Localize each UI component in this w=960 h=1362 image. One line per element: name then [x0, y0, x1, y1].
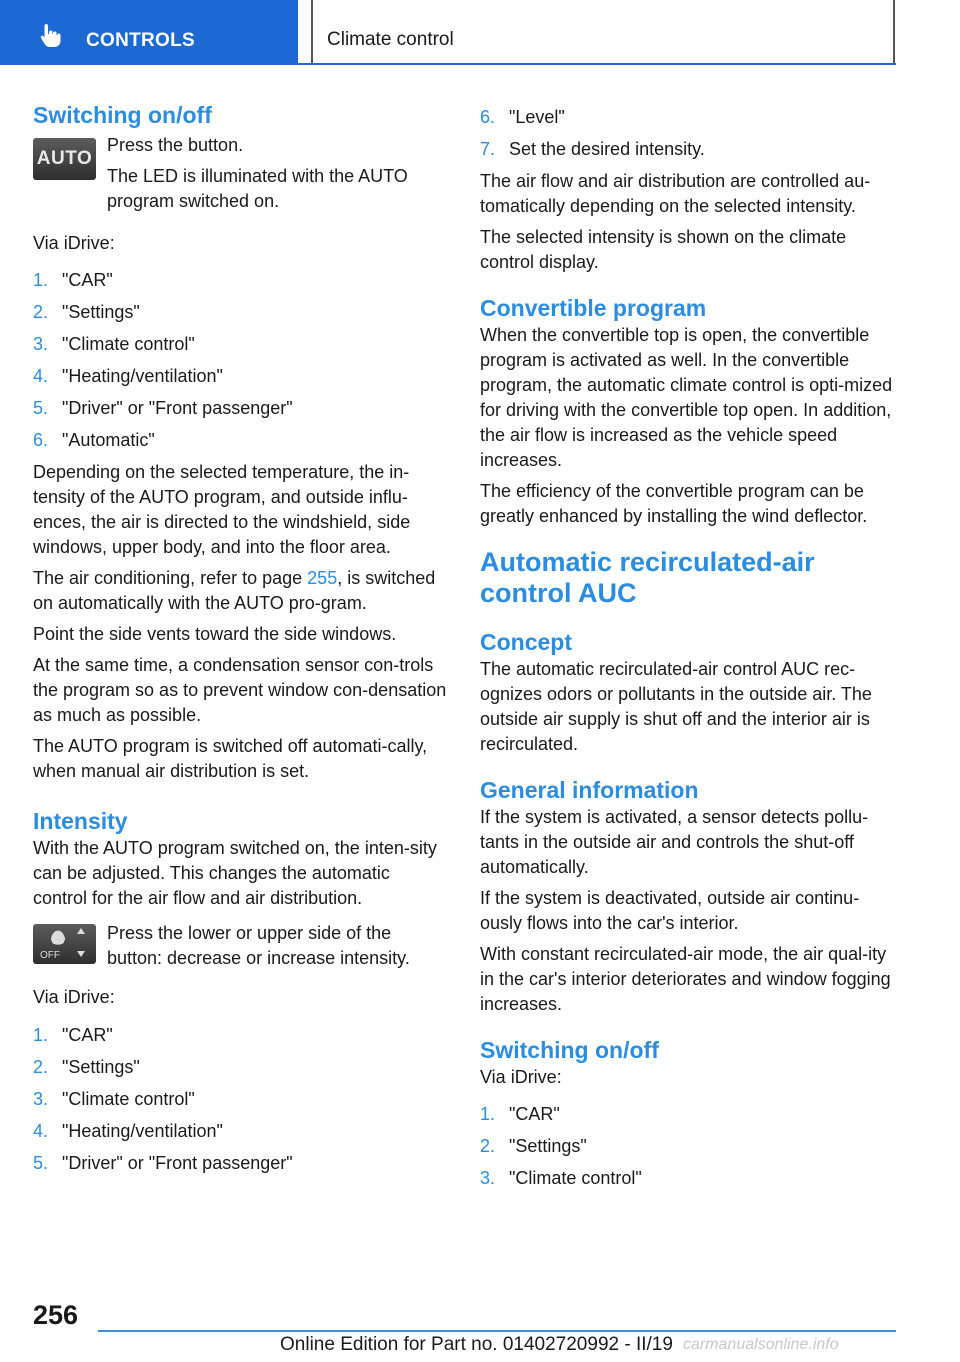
paragraph: The efficiency of the convertible program can be greatly enhanced by installing the wind deflector.: [480, 481, 868, 526]
heading-switching-on-off-2: Switching on/off: [480, 1037, 659, 1063]
heading-auc-line1: Automatic recirculated-air: [480, 547, 815, 577]
paragraph: With constant recirculated-air mode, the air qual-ity in the car's interior deteriorates and window fogging increases.: [480, 944, 891, 1014]
list-item-text: "Climate control": [62, 334, 195, 354]
fan-icon: [33, 924, 96, 964]
list-item-text: "Climate control": [509, 1168, 642, 1188]
paragraph: Press the lower or upper side of the button: decrease or increase intensity.: [107, 923, 410, 968]
watermark-logo: carmanualsonline.info: [683, 1336, 839, 1353]
paragraph: The selected intensity is shown on the climate control display.: [480, 227, 847, 272]
step-list: [480, 105, 898, 163]
via-idrive: Via iDrive:: [33, 987, 115, 1007]
page-number: 256: [33, 1300, 79, 1330]
step-list: [33, 1023, 447, 1183]
list-item-text: "CAR": [509, 1104, 560, 1124]
list-item-text: "CAR": [62, 1025, 113, 1045]
footer-rule: [98, 1330, 896, 1332]
list-item: 1. "CAR": [33, 1025, 113, 1045]
right-column: [480, 105, 898, 1204]
paragraph: If the system is activated, a sensor detects pollu-tants in the outside air and controls the shut-off automatically.: [480, 807, 869, 877]
list-item: 5. "Driver" or "Front passenger": [33, 398, 293, 418]
via-idrive: Via iDrive:: [480, 1067, 562, 1087]
fan-button-image: [33, 924, 96, 964]
paragraph: Point the side vents toward the side windows.: [33, 624, 397, 644]
list-item: 1. "CAR": [33, 270, 113, 290]
list-item-text: Set the desired intensity.: [509, 139, 705, 159]
paragraph: Press the button.: [107, 135, 244, 155]
left-column: [33, 100, 447, 1189]
heading-auc: [480, 547, 898, 609]
heading-general-information: General information: [480, 777, 699, 803]
list-item-text: "Climate control": [62, 1089, 195, 1109]
list-item-text: "Heating/ventilation": [62, 1121, 223, 1141]
heading-convertible-program: Convertible program: [480, 295, 707, 321]
up-arrow-icon: [77, 928, 85, 934]
list-item: 3. "Climate control": [480, 1168, 642, 1188]
paragraph: The air flow and air distribution are controlled au-tomatically depending on the selected intensity.: [480, 171, 871, 216]
list-item-text: "Driver" or "Front passenger": [62, 398, 293, 418]
paragraph-text: , is switched on automatically with the AUTO pro-gram.: [33, 568, 436, 613]
paragraph-text: The LED is illuminated with the AUTO program switched on.: [107, 166, 408, 211]
list-item: 5. "Driver" or "Front passenger": [33, 1153, 293, 1173]
list-item-text: "Level": [509, 107, 565, 127]
heading-concept: Concept: [480, 629, 572, 655]
list-item: 7. Set the desired intensity.: [480, 139, 705, 159]
paragraph: With the AUTO program switched on, the inten-sity can be adjusted. This changes the automatic control for the air flow and air distribution.: [33, 838, 437, 908]
paragraph: Depending on the selected temperature, the in-tensity of the AUTO program, and outside influ-ences, the air is directed to the windshield, side windows, upper body, and into the floor area.: [33, 462, 411, 557]
list-item: 4. "Heating/ventilation": [33, 366, 223, 386]
paragraph: The AUTO program is switched off automati-cally, when manual air distribution is set.: [33, 736, 428, 781]
list-item: 3. "Climate control": [33, 1089, 195, 1109]
chapter-box: [311, 0, 895, 63]
paragraph-text: The air conditioning, refer to page: [33, 568, 308, 588]
chapter-title: Climate control: [327, 29, 454, 50]
heading-switching-on-off: Switching on/off: [33, 102, 212, 128]
list-item: 2. "Settings": [33, 1057, 140, 1077]
paragraph: [33, 566, 447, 616]
auto-button-text: AUTO: [36, 148, 93, 169]
list-item: 2. "Settings": [480, 1136, 587, 1156]
list-item-text: "CAR": [62, 270, 113, 290]
section-tab[interactable]: [0, 0, 298, 65]
page-reference-link[interactable]: 255: [307, 568, 338, 588]
paragraph: When the convertible top is open, the convertible program is activated as well. In the convertible program, the automatic climate control is opti-mized for driving with the convertible top open. In addition, the air flow is increased as the vehicle speed increases.: [480, 325, 893, 470]
section-label: CONTROLS: [86, 30, 196, 51]
hand-icon: [38, 22, 64, 48]
list-item: 6. "Automatic": [33, 430, 155, 450]
list-item: 3. "Climate control": [33, 334, 195, 354]
paragraph: The automatic recirculated-air control AUC rec-ognizes odors or pollutants in the outside air. The outside air supply is shut off and the interior air is recirculated.: [480, 659, 872, 754]
header-rule: [0, 63, 896, 65]
step-list: [480, 1102, 898, 1198]
paragraph: If the system is deactivated, outside air continu-ously flows into the car's interior.: [480, 888, 860, 933]
heading-intensity: Intensity: [33, 808, 128, 834]
list-item-text: "Heating/ventilation": [62, 366, 223, 386]
auto-button-row: [33, 132, 447, 214]
list-item-text: "Settings": [62, 302, 140, 322]
list-item-text: "Settings": [509, 1136, 587, 1156]
down-arrow-icon: [77, 951, 85, 957]
step-list: [33, 268, 447, 454]
paragraph: At the same time, a condensation sensor con-trols the program so as to prevent window con-densation as much as possible.: [33, 655, 447, 725]
fan-off-label: OFF: [40, 950, 60, 961]
list-item-text: "Driver" or "Front passenger": [62, 1153, 293, 1173]
footer-edition: Online Edition for Part no. 01402720992 - II/19: [280, 1334, 673, 1355]
via-idrive: Via iDrive:: [33, 233, 115, 253]
list-item: 4. "Heating/ventilation": [33, 1121, 223, 1141]
list-item-text: "Automatic": [62, 430, 155, 450]
auto-button-image: [33, 138, 96, 180]
list-item-text: "Settings": [62, 1057, 140, 1077]
list-item: 6. "Level": [480, 107, 565, 127]
heading-auc-line2: control AUC: [480, 578, 637, 608]
list-item: 1. "CAR": [480, 1104, 560, 1124]
list-item: 2. "Settings": [33, 302, 140, 322]
fan-button-row: [33, 921, 447, 971]
